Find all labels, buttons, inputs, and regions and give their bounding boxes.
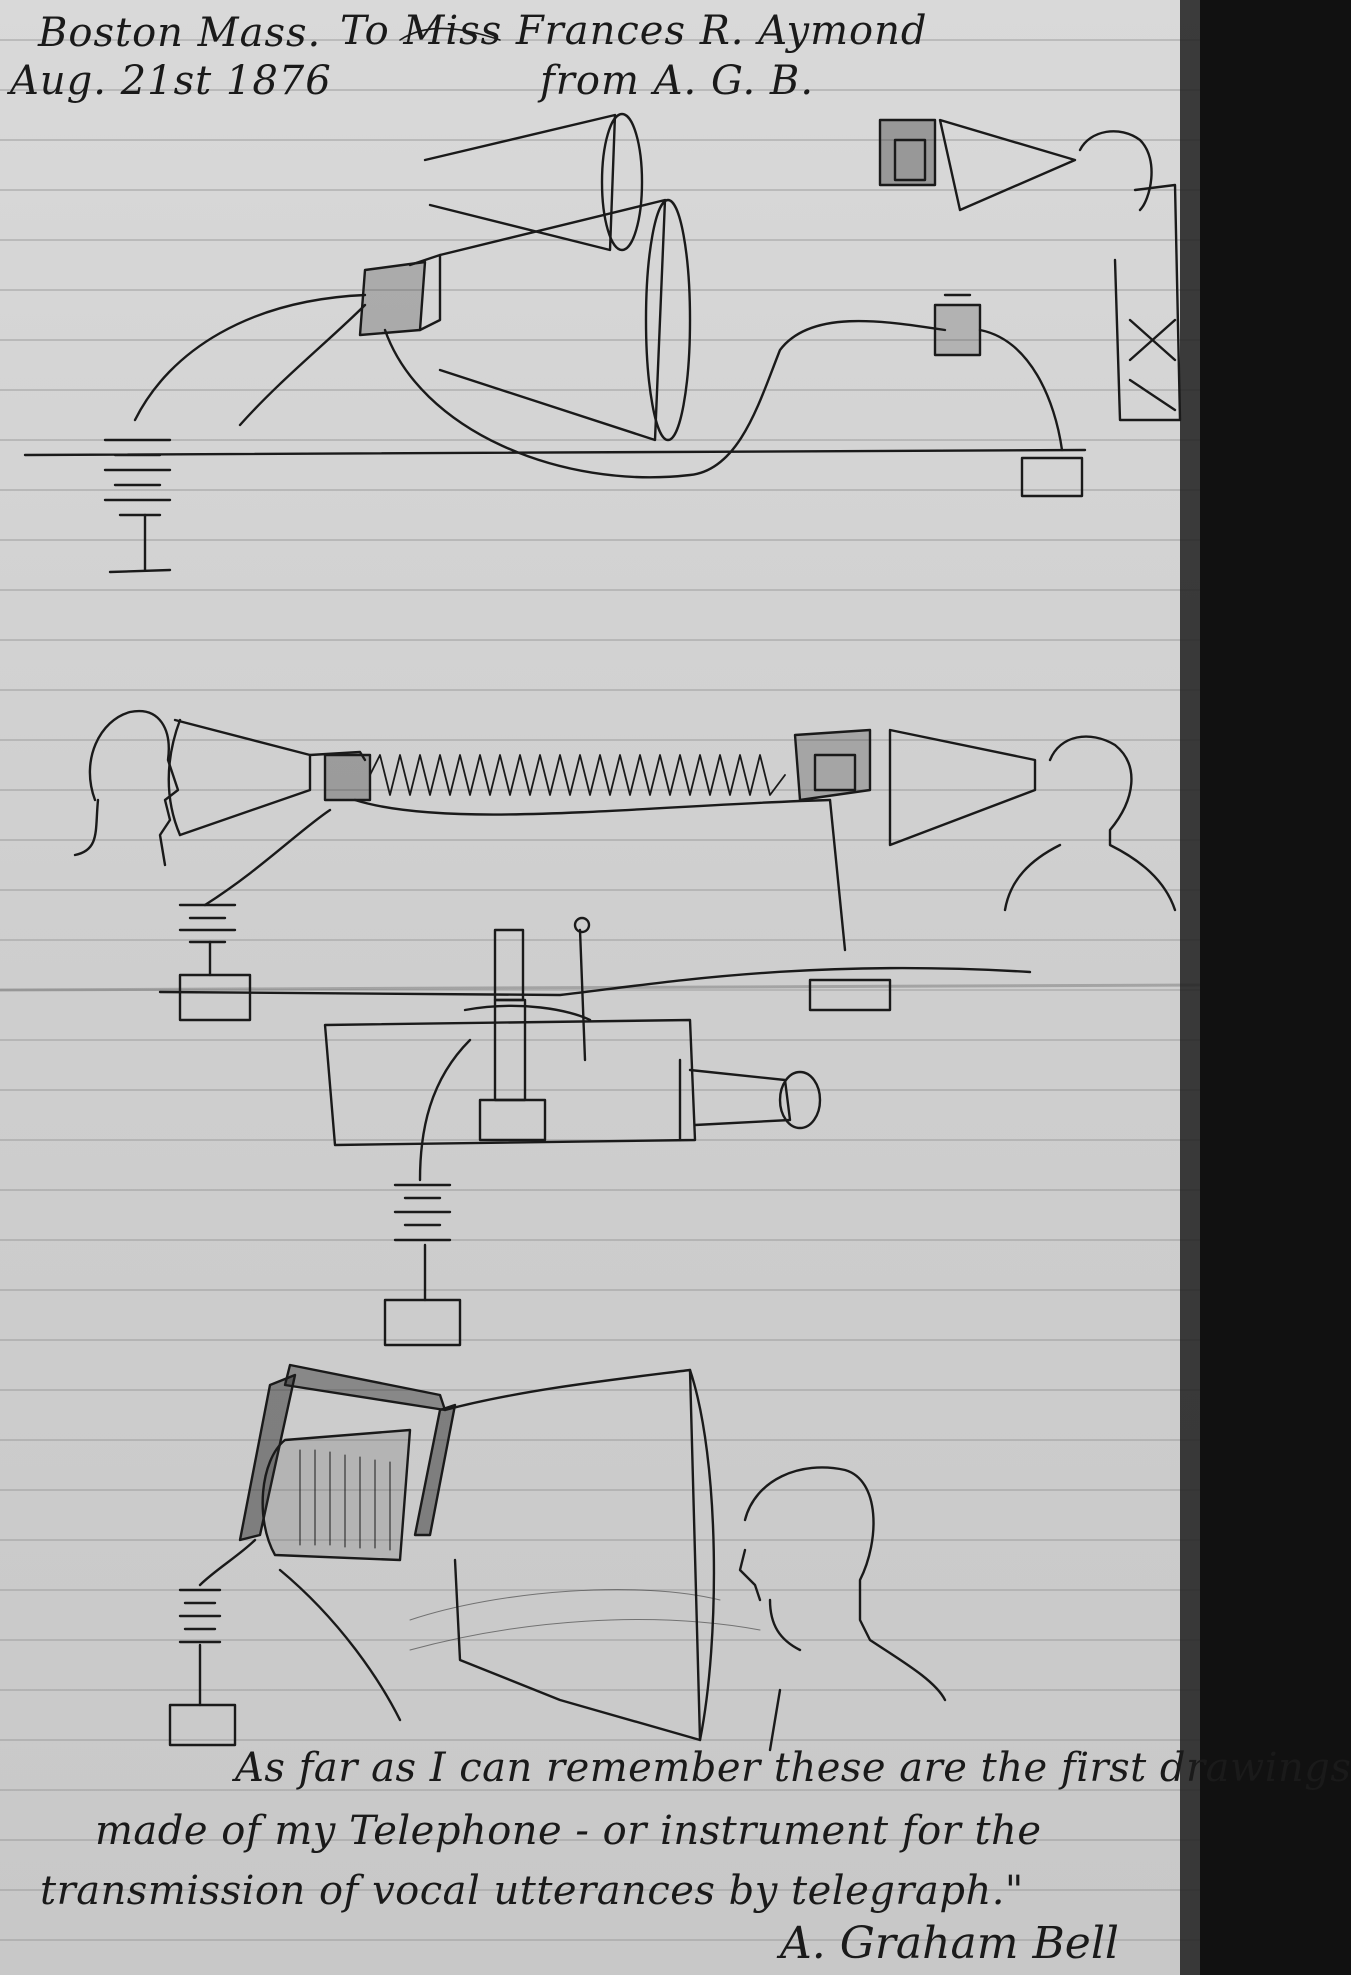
ground-line-1 [25, 450, 1085, 455]
frame-top [285, 1365, 445, 1410]
drawing-3-box-transmitter [325, 930, 820, 1345]
drawing-4-large-cone-telephone [170, 1365, 945, 1750]
receiver-box-1 [935, 305, 980, 355]
signature: A. Graham Bell [780, 1918, 1119, 1969]
ground-line-2 [160, 968, 1030, 995]
cone-right [890, 730, 1035, 845]
frame-right [415, 1405, 455, 1535]
page-edge-shadow [1180, 0, 1200, 1975]
heading-recipient: To Miss Frances R. Aymond [340, 8, 928, 54]
transmitter-box [325, 755, 370, 800]
listener-head-right [1005, 737, 1175, 910]
battery-4 [170, 1590, 235, 1745]
battery-2 [180, 905, 250, 1020]
heading-from: from A. G. B. [540, 58, 815, 104]
magnet-box [360, 262, 425, 335]
wire-bottom [280, 1570, 400, 1720]
drawing-2-speaking-telephone [75, 711, 1175, 1020]
heading-place: Boston Mass. [38, 10, 322, 56]
ground-plate-2 [810, 980, 890, 1010]
diaphragm [263, 1430, 410, 1560]
transmitter-case [325, 1020, 695, 1145]
cone-upper [425, 115, 615, 250]
small-receiver [880, 120, 1180, 420]
wire-middle [355, 800, 830, 815]
coil-spiral [370, 755, 785, 795]
inner-post [495, 1000, 525, 1100]
listener-profile [740, 1467, 945, 1750]
note-line-3: transmission of vocal utterances by telegraph." [40, 1868, 1024, 1914]
cone-bottom-large [445, 1370, 700, 1740]
note-line-2: made of my Telephone - or instrument for the [95, 1808, 1042, 1854]
note-line-1: As far as I can remember these are the first drawings [235, 1745, 1351, 1791]
heading-date: Aug. 21st 1876 [10, 58, 332, 104]
wire-left [135, 295, 365, 420]
drawing-1-two-cone-apparatus [25, 114, 1180, 572]
inner-base [480, 1100, 545, 1140]
speaker-head-left [75, 711, 178, 865]
battery-3 [385, 1185, 460, 1345]
battery-1 [105, 440, 170, 572]
cone-left [175, 720, 310, 835]
side-mouthpiece [690, 1070, 790, 1125]
